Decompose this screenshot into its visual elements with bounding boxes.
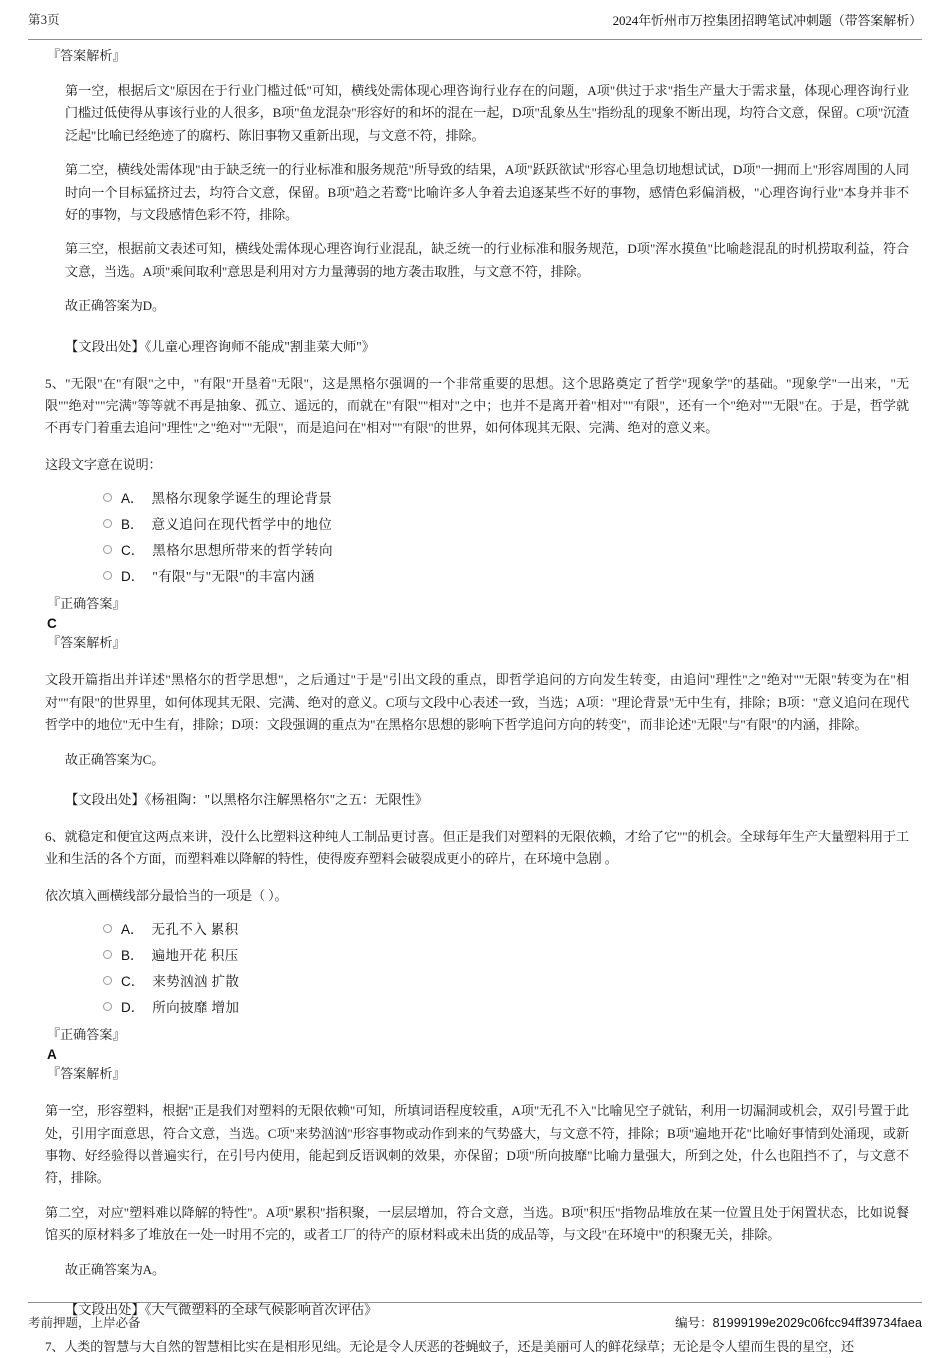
q4-conclusion: 故正确答案为D。 [65, 298, 165, 314]
q6-analysis-blank1: 第一空，形容塑料，根据"正是我们对塑料的无限依赖"可知，所填词语程度较重，A项"无孔不入"比喻见空子就钻，利用一切漏洞或机会，双引号置于此处，引用字面意思，符合文意，当选。C项"来势汹汹"形容事物或动作到来的气势盛大，与文意不符，排除；B项"遍地开花"比喻好事情到处涌现，或新事物、好经验得以普遍实行，在引号内使用，能起到反语讽刺的效果，亦保留；D项"所向披靡"比喻力量强大，所到之处，什么也阻挡不了，与文意不符，排除。 [45, 1103, 909, 1186]
footer-slogan: 考前押题，上岸必备 [28, 1316, 141, 1330]
option-letter: B． [121, 948, 144, 964]
q7-stem: 7、人类的智慧与大自然的智慧相比实在是相形见绌。无论是令人厌恶的苍蝇蚊子，还是美丽可人的鲜花绿草；无论是令人望而生畏的星空，还 [45, 1338, 854, 1354]
radio-icon[interactable] [103, 924, 112, 933]
q5-options [45, 484, 909, 588]
page-number-label: 第3页 [28, 13, 60, 27]
footer-id [675, 1313, 922, 1331]
q6-option-c[interactable] [45, 967, 909, 993]
q5-option-c[interactable] [45, 536, 909, 562]
option-text: 所向披靡 增加 [152, 1000, 240, 1016]
q6-conclusion: 故正确答案为A。 [65, 1261, 165, 1277]
option-text: 黑格尔思想所带来的哲学转向 [152, 543, 333, 559]
source-label: 【文段出处】 [65, 1301, 145, 1317]
q6-prompt: 依次填入画横线部分最恰当的一项是（ ）。 [45, 887, 288, 903]
answer-analysis-label-q4: 『答案解析』 [47, 48, 126, 63]
option-letter: D． [121, 569, 145, 585]
option-letter: C． [121, 543, 145, 559]
q4-source-line [45, 336, 909, 357]
q5-option-b[interactable] [45, 510, 909, 536]
q5-option-a[interactable] [45, 484, 909, 510]
footer-id-label: 编号： [675, 1316, 713, 1330]
option-letter: B． [121, 517, 144, 533]
option-letter: C． [121, 974, 145, 990]
q5-option-d[interactable] [45, 562, 909, 588]
option-letter: A． [121, 491, 144, 507]
footer-id-value: 81999199e2029c06fcc94ff39734faea [712, 1316, 922, 1330]
q6-option-b[interactable] [45, 941, 909, 967]
q6-option-a[interactable] [45, 915, 909, 941]
q5-stem: 5、"无限"在"有限"之中，"有限"开垦着"无限"，这是黑格尔强调的一个非常重要的思想。这个思路奠定了哲学"现象学"的基础。"现象学"一出来，"无限""绝对""完满"等等就不再是抽象、孤立、遥远的，而就在"有限""相对"之中；也并不是离开着"相对""有限"，还有一个"绝对""无限"在。于是，哲学就不再专门着重去追问"理性"之"绝对""无限"，而是追问在"相对""有限"的世界，如何体现其无限、完满、绝对的意义来。 [45, 375, 909, 436]
q6-answer-key: A [47, 1047, 57, 1063]
answer-analysis-label-q5: 『答案解析』 [47, 635, 126, 651]
option-text: 意义追问在现代哲学中的地位 [151, 517, 333, 533]
radio-icon[interactable] [103, 519, 112, 528]
radio-icon[interactable] [103, 976, 112, 985]
option-text: 无孔不入 累积 [151, 922, 239, 938]
q5-source-title: 《杨祖陶："以黑格尔注解黑格尔"之五：无限性》 [144, 791, 429, 807]
correct-answer-label-q6: 『正确答案』 [47, 1027, 126, 1043]
option-text: 来势汹汹 扩散 [152, 974, 240, 990]
radio-icon[interactable] [103, 493, 112, 502]
q5-source-line [45, 789, 909, 810]
option-text: 遍地开花 积压 [151, 948, 239, 964]
radio-icon[interactable] [103, 1002, 112, 1011]
q6-stem: 6、就稳定和便宜这两点来讲，没什么比塑料这种纯人工制品更讨喜。但正是我们对塑料的无限依赖，才给了它""的机会。全球每年生产大量塑料用于工业和生活的各个方面，而塑料难以降解的特性，使得废弃塑料会破裂成更小的碎片，在环境中急剧 。 [45, 828, 909, 867]
q6-options [45, 915, 909, 1019]
q4-analysis-blank2: 第二空，横线处需体现"由于缺乏统一的行业标准和服务规范"所导致的结果，A项"跃跃欲试"形容心里急切地想试试，D项"一拥而上"形容周围的人同时向一个目标猛挤过去，均符合文意，保留。B项"趋之若鹜"比喻许多人争着去追逐某些不好的事物，感情色彩偏消极，"心理咨询行业"本身并非不好的事物，与文段感情色彩不符，排除。 [65, 162, 909, 223]
correct-answer-label-q5: 『正确答案』 [47, 596, 126, 612]
page-header [28, 10, 922, 40]
q5-analysis: 文段开篇指出并详述"黑格尔的哲学思想"，之后通过"于是"引出文段的重点，即哲学追问的方向发生转变，由追问"理性"之"绝对""无限"转变为在"相对""有限"的世界里，如何体现其无限、完满、绝对的意义。C项与文段中心表述一致，当选；A项："理论背景"无中生有，排除；B项："意义追问在现代哲学中的地位"无中生有，排除；D项：文段强调的重点为"在黑格尔思想的影响下哲学追问方向的转变"，而非论述"无限"与"有限"的内涵，排除。 [45, 672, 909, 733]
source-label: 【文段出处】 [65, 791, 145, 807]
q5-conclusion: 故正确答案为C。 [65, 751, 165, 767]
page-footer [28, 1302, 922, 1331]
document-title: 2024年忻州市万控集团招聘笔试冲刺题（带答案解析） [612, 13, 922, 28]
option-letter: A． [121, 922, 144, 938]
document-body [45, 46, 909, 1358]
q6-source-title: 《大气微塑料的全球气候影响首次评估》 [144, 1301, 378, 1317]
radio-icon[interactable] [103, 545, 112, 554]
source-label: 【文段出处】 [65, 338, 145, 354]
q4-analysis-blank3: 第三空，根据前文表述可知，横线处需体现心理咨询行业混乱，缺乏统一的行业标准和服务规范，D项"浑水摸鱼"比喻趁混乱的时机捞取利益，符合文意，当选。A项"乘间取利"意思是利用对方力量薄弱的地方袭击取胜，与文意不符，排除。 [65, 241, 909, 279]
option-text: "有限"与"无限"的丰富内涵 [152, 569, 315, 585]
q5-answer-key: C [47, 616, 57, 632]
q4-source-title: 《儿童心理咨询师不能成"割韭菜大师"》 [144, 338, 376, 354]
q6-analysis-blank2: 第二空，对应"塑料难以降解的特性"。A项"累积"指积聚，一层层增加，符合文意，当选。B项"积压"指物品堆放在某一位置且处于闲置状态，比如说餐馆买的原材料多了堆放在一处一时用不完的，或者工厂的待产的原材料或未出货的成品等，与文段"在环境中"的积聚无关，排除。 [45, 1204, 909, 1243]
q4-analysis-blank1: 第一空，根据后文"原因在于行业门槛过低"可知，横线处需体现心理咨询行业存在的问题，A项"供过于求"指生产量大于需求量，体现心理咨询行业门槛过低使得从事该行业的人很多，B项"鱼龙混杂"形容好的和坏的混在一起，D项"乱象丛生"指纷乱的现象不断出现，均符合文意，保留。C项"沉渣泛起"比喻已经绝迹了的腐朽、陈旧事物又重新出现，与文意不符，排除。 [65, 83, 909, 143]
option-text: 黑格尔现象学诞生的理论背景 [151, 491, 333, 507]
answer-analysis-label-q6: 『答案解析』 [47, 1066, 126, 1082]
option-letter: D． [121, 1000, 145, 1016]
radio-icon[interactable] [103, 950, 112, 959]
q5-prompt: 这段文字意在说明： [45, 456, 162, 472]
radio-icon[interactable] [103, 571, 112, 580]
q6-option-d[interactable] [45, 993, 909, 1019]
